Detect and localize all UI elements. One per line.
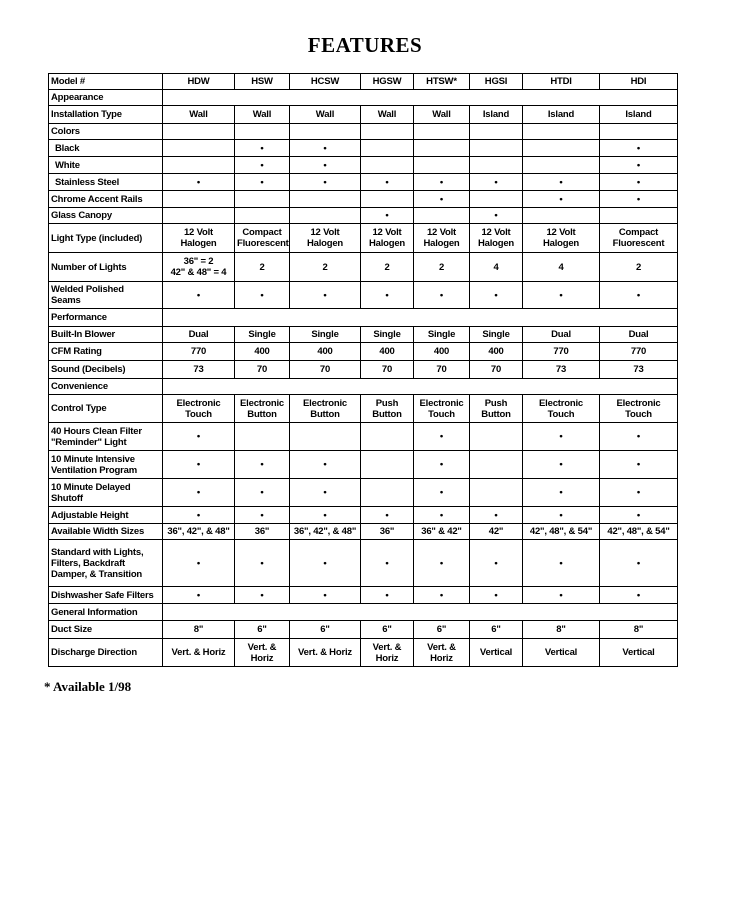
- feature-bullet: •: [523, 540, 600, 587]
- feature-bullet: •: [470, 208, 523, 224]
- table-cell: Single: [470, 327, 523, 343]
- feature-bullet: •: [414, 507, 470, 524]
- feature-bullet: •: [523, 174, 600, 191]
- feature-bullet: •: [470, 507, 523, 524]
- table-cell: 42", 48", & 54": [600, 524, 678, 540]
- header-label: Model #: [49, 74, 163, 90]
- table-cell: [523, 124, 600, 140]
- table-cell: [470, 479, 523, 507]
- table-cell: 70: [361, 361, 414, 379]
- table-cell: 2: [414, 253, 470, 282]
- table-cell: Compact Fluorescent: [235, 224, 290, 253]
- table-cell: Electronic Touch: [523, 395, 600, 423]
- row-label: Light Type (included): [49, 224, 163, 253]
- table-cell: Electronic Touch: [414, 395, 470, 423]
- section-spacer: [163, 379, 678, 395]
- model-header: HTSW*: [414, 74, 470, 90]
- table-cell: 73: [163, 361, 235, 379]
- table-row: [49, 621, 678, 639]
- table-cell: Dual: [523, 327, 600, 343]
- section-spacer: [163, 604, 678, 621]
- section-row: [49, 90, 678, 106]
- table-cell: 6": [361, 621, 414, 639]
- feature-bullet: •: [361, 174, 414, 191]
- feature-bullet: •: [361, 507, 414, 524]
- table-row: [49, 540, 678, 587]
- table-cell: 73: [600, 361, 678, 379]
- feature-bullet: •: [523, 507, 600, 524]
- table-cell: 12 Volt Halogen: [361, 224, 414, 253]
- feature-bullet: •: [414, 451, 470, 479]
- feature-bullet: •: [470, 282, 523, 309]
- row-label: White: [49, 157, 163, 174]
- table-cell: Electronic Button: [290, 395, 361, 423]
- table-cell: Wall: [163, 106, 235, 124]
- feature-bullet: •: [414, 174, 470, 191]
- section-label: General Information: [49, 604, 163, 621]
- feature-bullet: •: [290, 282, 361, 309]
- table-cell: Single: [361, 327, 414, 343]
- feature-bullet: •: [290, 540, 361, 587]
- table-cell: [470, 124, 523, 140]
- table-cell: 12 Volt Halogen: [523, 224, 600, 253]
- table-cell: [235, 208, 290, 224]
- row-label: Discharge Direction: [49, 639, 163, 667]
- section-label: Performance: [49, 309, 163, 327]
- feature-bullet: •: [470, 540, 523, 587]
- table-cell: 4: [470, 253, 523, 282]
- table-cell: 6": [414, 621, 470, 639]
- table-cell: [290, 423, 361, 451]
- table-cell: [163, 208, 235, 224]
- feature-bullet: •: [290, 451, 361, 479]
- feature-bullet: •: [290, 140, 361, 157]
- table-cell: [470, 191, 523, 208]
- table-cell: 8": [523, 621, 600, 639]
- feature-bullet: •: [600, 191, 678, 208]
- feature-bullet: •: [235, 157, 290, 174]
- table-cell: [163, 140, 235, 157]
- feature-bullet: •: [163, 507, 235, 524]
- feature-bullet: •: [523, 191, 600, 208]
- feature-bullet: •: [163, 174, 235, 191]
- table-cell: Vert. & Horiz: [414, 639, 470, 667]
- table-cell: Dual: [163, 327, 235, 343]
- row-label: Dishwasher Safe Filters: [49, 587, 163, 604]
- table-cell: [235, 191, 290, 208]
- feature-bullet: •: [235, 282, 290, 309]
- table-cell: [290, 208, 361, 224]
- table-cell: Single: [290, 327, 361, 343]
- table-cell: Island: [470, 106, 523, 124]
- table-cell: Wall: [414, 106, 470, 124]
- table-row: [49, 124, 678, 140]
- feature-bullet: •: [523, 423, 600, 451]
- feature-bullet: •: [290, 174, 361, 191]
- table-cell: Dual: [600, 327, 678, 343]
- feature-bullet: •: [414, 479, 470, 507]
- table-cell: 6": [290, 621, 361, 639]
- feature-bullet: •: [235, 507, 290, 524]
- table-cell: 2: [600, 253, 678, 282]
- model-header: HGSW: [361, 74, 414, 90]
- table-cell: 8": [600, 621, 678, 639]
- table-cell: [361, 124, 414, 140]
- table-cell: [235, 124, 290, 140]
- section-label: Convenience: [49, 379, 163, 395]
- feature-bullet: •: [600, 140, 678, 157]
- feature-bullet: •: [414, 282, 470, 309]
- table-row: [49, 524, 678, 540]
- table-row: [49, 361, 678, 379]
- table-cell: 70: [290, 361, 361, 379]
- table-cell: 8": [163, 621, 235, 639]
- table-cell: Vertical: [523, 639, 600, 667]
- table-cell: [470, 423, 523, 451]
- model-header: HDI: [600, 74, 678, 90]
- section-row: [49, 604, 678, 621]
- table-cell: Single: [235, 327, 290, 343]
- row-label: Number of Lights: [49, 253, 163, 282]
- table-cell: Island: [523, 106, 600, 124]
- table-row: [49, 224, 678, 253]
- row-label: 10 Minute Delayed Shutoff: [49, 479, 163, 507]
- table-row: [49, 639, 678, 667]
- section-spacer: [163, 309, 678, 327]
- table-cell: 12 Volt Halogen: [163, 224, 235, 253]
- feature-bullet: •: [290, 479, 361, 507]
- table-row: [49, 282, 678, 309]
- feature-bullet: •: [414, 423, 470, 451]
- feature-bullet: •: [600, 587, 678, 604]
- row-label: Chrome Accent Rails: [49, 191, 163, 208]
- table-cell: 70: [414, 361, 470, 379]
- table-cell: [600, 208, 678, 224]
- table-cell: 36" & 42": [414, 524, 470, 540]
- row-label: Welded Polished Seams: [49, 282, 163, 309]
- feature-bullet: •: [290, 587, 361, 604]
- feature-bullet: •: [235, 140, 290, 157]
- table-cell: [361, 140, 414, 157]
- table-cell: 400: [235, 343, 290, 361]
- table-cell: Vert. & Horiz: [361, 639, 414, 667]
- feature-bullet: •: [235, 479, 290, 507]
- feature-bullet: •: [414, 540, 470, 587]
- table-cell: Vert. & Horiz: [290, 639, 361, 667]
- table-row: [49, 395, 678, 423]
- table-cell: 36", 42", & 48": [290, 524, 361, 540]
- feature-bullet: •: [600, 423, 678, 451]
- table-cell: 6": [470, 621, 523, 639]
- table-cell: [523, 157, 600, 174]
- table-cell: [414, 124, 470, 140]
- feature-bullet: •: [600, 507, 678, 524]
- row-label: Colors: [49, 124, 163, 140]
- feature-bullet: •: [361, 208, 414, 224]
- table-cell: 42": [470, 524, 523, 540]
- row-label: Built-In Blower: [49, 327, 163, 343]
- table-cell: [290, 191, 361, 208]
- row-label: 40 Hours Clean Filter "Reminder" Light: [49, 423, 163, 451]
- row-label: Available Width Sizes: [49, 524, 163, 540]
- table-cell: Wall: [235, 106, 290, 124]
- table-cell: [600, 124, 678, 140]
- table-cell: Wall: [361, 106, 414, 124]
- table-cell: [523, 208, 600, 224]
- feature-bullet: •: [523, 282, 600, 309]
- table-cell: [414, 140, 470, 157]
- row-label: Standard with Lights, Filters, Backdraft Damper, & Transition: [49, 540, 163, 587]
- table-cell: 42", 48", & 54": [523, 524, 600, 540]
- table-cell: [470, 157, 523, 174]
- table-cell: [361, 191, 414, 208]
- feature-bullet: •: [600, 451, 678, 479]
- table-row: [49, 423, 678, 451]
- table-row: [49, 157, 678, 174]
- table-row: [49, 208, 678, 224]
- row-label: Duct Size: [49, 621, 163, 639]
- table-cell: 770: [600, 343, 678, 361]
- feature-bullet: •: [163, 479, 235, 507]
- feature-bullet: •: [163, 282, 235, 309]
- feature-bullet: •: [600, 282, 678, 309]
- table-cell: Island: [600, 106, 678, 124]
- table-cell: [361, 451, 414, 479]
- table-cell: 12 Volt Halogen: [414, 224, 470, 253]
- table-cell: [163, 124, 235, 140]
- feature-bullet: •: [523, 587, 600, 604]
- table-row: [49, 479, 678, 507]
- table-cell: 2: [361, 253, 414, 282]
- feature-bullet: •: [163, 587, 235, 604]
- table-cell: [361, 157, 414, 174]
- row-label: Stainless Steel: [49, 174, 163, 191]
- table-cell: 400: [361, 343, 414, 361]
- table-cell: Push Button: [361, 395, 414, 423]
- table-cell: 400: [290, 343, 361, 361]
- header-row: [49, 74, 678, 90]
- table-cell: [163, 157, 235, 174]
- row-label: Control Type: [49, 395, 163, 423]
- feature-bullet: •: [235, 174, 290, 191]
- table-cell: [361, 423, 414, 451]
- section-spacer: [163, 90, 678, 106]
- table-cell: 36": [361, 524, 414, 540]
- table-cell: Vertical: [470, 639, 523, 667]
- table-cell: 36", 42", & 48": [163, 524, 235, 540]
- model-header: HCSW: [290, 74, 361, 90]
- table-cell: 4: [523, 253, 600, 282]
- row-label: 10 Minute Intensive Ventilation Program: [49, 451, 163, 479]
- table-cell: 2: [235, 253, 290, 282]
- model-header: HTDI: [523, 74, 600, 90]
- table-cell: 770: [523, 343, 600, 361]
- feature-bullet: •: [361, 282, 414, 309]
- table-row: [49, 507, 678, 524]
- table-cell: Electronic Touch: [163, 395, 235, 423]
- feature-bullet: •: [600, 157, 678, 174]
- table-cell: Vert. & Horiz: [163, 639, 235, 667]
- feature-bullet: •: [600, 479, 678, 507]
- features-table: [48, 73, 678, 667]
- table-row: [49, 106, 678, 124]
- feature-bullet: •: [163, 423, 235, 451]
- table-cell: 2: [290, 253, 361, 282]
- table-cell: 70: [235, 361, 290, 379]
- table-row: [49, 191, 678, 208]
- table-cell: [523, 140, 600, 157]
- row-label: Adjustable Height: [49, 507, 163, 524]
- model-header: HSW: [235, 74, 290, 90]
- table-cell: 36" = 2 42" & 48" = 4: [163, 253, 235, 282]
- table-cell: 400: [414, 343, 470, 361]
- table-cell: [163, 191, 235, 208]
- table-row: [49, 140, 678, 157]
- section-row: [49, 379, 678, 395]
- feature-bullet: •: [163, 451, 235, 479]
- table-cell: Vertical: [600, 639, 678, 667]
- table-cell: Vert. & Horiz: [235, 639, 290, 667]
- table-row: [49, 343, 678, 361]
- table-cell: [414, 157, 470, 174]
- feature-bullet: •: [470, 587, 523, 604]
- row-label: Installation Type: [49, 106, 163, 124]
- feature-bullet: •: [470, 174, 523, 191]
- table-cell: [290, 124, 361, 140]
- table-row: [49, 253, 678, 282]
- row-label: Sound (Decibels): [49, 361, 163, 379]
- table-cell: [235, 423, 290, 451]
- feature-bullet: •: [523, 479, 600, 507]
- table-row: [49, 587, 678, 604]
- table-cell: 36": [235, 524, 290, 540]
- table-cell: [414, 208, 470, 224]
- section-label: Appearance: [49, 90, 163, 106]
- feature-bullet: •: [235, 451, 290, 479]
- table-row: [49, 451, 678, 479]
- feature-bullet: •: [414, 587, 470, 604]
- page-title: FEATURES: [307, 33, 423, 57]
- table-cell: Electronic Touch: [600, 395, 678, 423]
- feature-bullet: •: [361, 540, 414, 587]
- table-cell: 70: [470, 361, 523, 379]
- table-cell: Electronic Button: [235, 395, 290, 423]
- table-cell: 770: [163, 343, 235, 361]
- table-row: [49, 174, 678, 191]
- feature-bullet: •: [163, 540, 235, 587]
- section-row: [49, 309, 678, 327]
- feature-bullet: •: [523, 451, 600, 479]
- feature-bullet: •: [600, 174, 678, 191]
- table-cell: 12 Volt Halogen: [290, 224, 361, 253]
- table-cell: Single: [414, 327, 470, 343]
- table-cell: Compact Fluorescent: [600, 224, 678, 253]
- feature-bullet: •: [235, 587, 290, 604]
- footnote: * Available 1/98: [44, 679, 132, 694]
- model-header: HDW: [163, 74, 235, 90]
- table-cell: 73: [523, 361, 600, 379]
- table-cell: 12 Volt Halogen: [470, 224, 523, 253]
- table-cell: [361, 479, 414, 507]
- table-cell: [470, 140, 523, 157]
- feature-bullet: •: [600, 540, 678, 587]
- table-cell: Push Button: [470, 395, 523, 423]
- row-label: CFM Rating: [49, 343, 163, 361]
- feature-bullet: •: [290, 157, 361, 174]
- feature-bullet: •: [290, 507, 361, 524]
- model-header: HGSI: [470, 74, 523, 90]
- row-label: Glass Canopy: [49, 208, 163, 224]
- feature-bullet: •: [414, 191, 470, 208]
- table-row: [49, 327, 678, 343]
- feature-bullet: •: [235, 540, 290, 587]
- table-cell: 6": [235, 621, 290, 639]
- table-cell: Wall: [290, 106, 361, 124]
- table-cell: 400: [470, 343, 523, 361]
- row-label: Black: [49, 140, 163, 157]
- table-cell: [470, 451, 523, 479]
- feature-bullet: •: [361, 587, 414, 604]
